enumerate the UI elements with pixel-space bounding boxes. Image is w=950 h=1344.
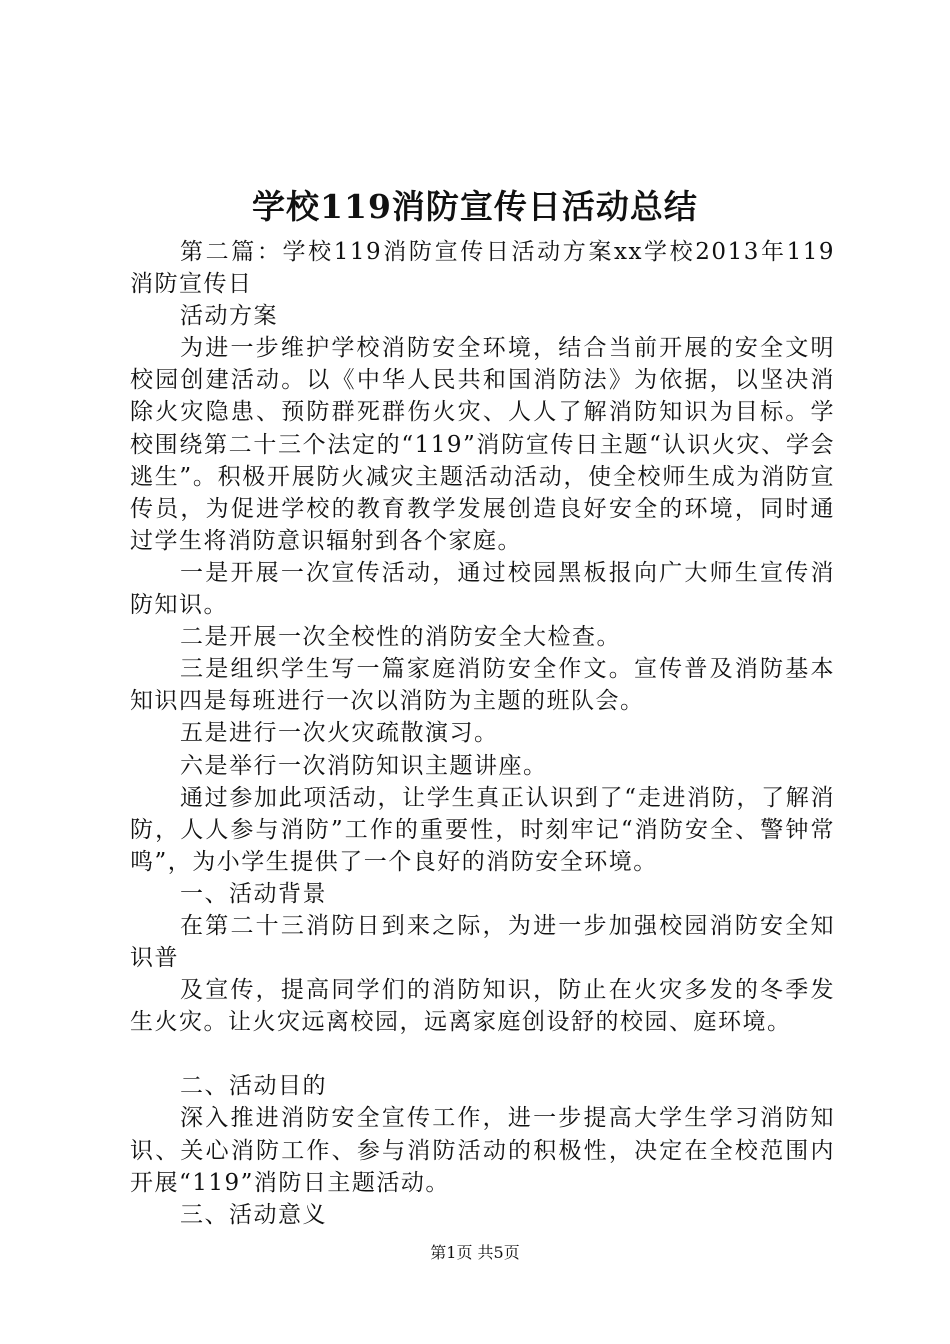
section-heading-goal: 二、活动目的 [180, 1073, 327, 1100]
document-body [130, 236, 835, 1231]
paragraph-item-3-4: 三是组织学生写一篇家庭消防安全作文。宣传普及消防基本知识四是每班进行一次以消防为主题的班队会。 [130, 656, 835, 715]
paragraph-purpose: 为进一步维护学校消防安全环境，结合当前开展的安全文明校园创建活动。以《中华人民共和国消防法》为依据，以坚决消除火灾隐患、预防群死群伤火灾、人人了解消防知识为目标。学校围绕第二十三个法定的“119”消防宣传日主题“认识火灾、学会逃生”。积极开展防火减灾主题活动活动，使全校师生成为消防宣传员，为促进学校的教育教学发展创造良好安全的环境，同时通过学生将消防意识辐射到各个家庭。 [130, 335, 835, 554]
paragraph-plan-heading: 活动方案 [180, 303, 278, 330]
paragraph-item-2: 二是开展一次全校性的消防安全大检查。 [180, 624, 621, 651]
paragraph-item-5: 五是进行一次火灾疏散演习。 [180, 720, 499, 747]
paragraph-item-1: 一是开展一次宣传活动，通过校园黑板报向广大师生宣传消防知识。 [130, 559, 835, 619]
paragraph-goal: 深入推进消防安全宣传工作，进一步提高大学生学习消防知识、关心消防工作、参与消防活动的积极性，决定在全校范围内开展“119”消防日主题活动。 [130, 1105, 835, 1196]
section-heading-significance: 三、活动意义 [180, 1201, 327, 1228]
paragraph-item-6: 六是举行一次消防知识主题讲座。 [180, 752, 548, 779]
document-title: 学校119消防宣传日活动总结 [252, 187, 698, 226]
section-heading-background: 一、活动背景 [180, 880, 327, 907]
paragraph-summary: 通过参加此项活动，让学生真正认识到了“走进消防，了解消防，人人参与消防”工作的重要性，时刻牢记“消防安全、警钟常鸣”，为小学生提供了一个良好的消防安全环境。 [130, 784, 835, 875]
paragraph-intro: 第二篇：学校119消防宣传日活动方案xx学校2013年119消防宣传日 [130, 239, 835, 298]
paragraph-background-1: 在第二十三消防日到来之际，为进一步加强校园消防安全知识普 [130, 912, 835, 972]
paragraph-background-2: 及宣传，提高同学们的消防知识，防止在火灾多发的冬季发生火灾。让火灾远离校园，远离家庭创设舒的校园、庭环境。 [130, 977, 835, 1036]
page-footer: 第1页 共5页 [430, 1243, 520, 1262]
